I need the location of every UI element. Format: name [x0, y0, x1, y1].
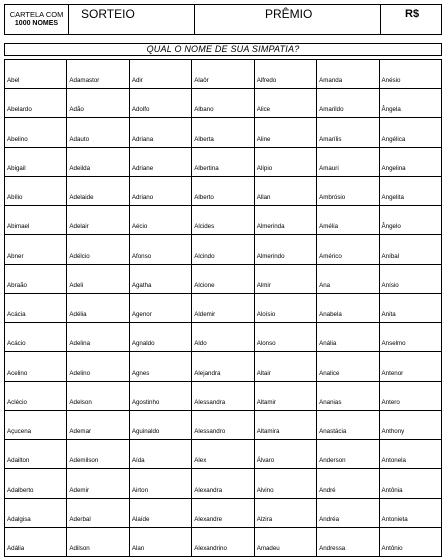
name-row: [5, 235, 442, 264]
name-cell: Ademilson: [67, 440, 129, 469]
name-cell: Alaôr: [192, 60, 254, 89]
name-cell: Agnes: [129, 352, 191, 381]
name-row: [5, 498, 442, 527]
name-cell: Angélica: [379, 118, 441, 147]
name-cell: Amarildo: [317, 89, 379, 118]
name-cell: Ana: [317, 264, 379, 293]
name-cell: Acácio: [5, 323, 67, 352]
name-cell: Alípio: [254, 147, 316, 176]
name-cell: Açucena: [5, 410, 67, 439]
name-cell: Airton: [129, 469, 191, 498]
name-cell: Ângelo: [379, 206, 441, 235]
premio-cell: [195, 5, 381, 34]
name-cell: Alvino: [254, 469, 316, 498]
name-cell: Antero: [379, 381, 441, 410]
name-row: [5, 206, 442, 235]
name-cell: Afonso: [129, 235, 191, 264]
name-cell: Acácia: [5, 293, 67, 322]
name-cell: Aldemir: [192, 293, 254, 322]
name-cell: Adriana: [129, 118, 191, 147]
name-cell: Aldo: [192, 323, 254, 352]
name-cell: Adelaide: [67, 176, 129, 205]
name-row: [5, 118, 442, 147]
name-cell: Alan: [129, 527, 191, 556]
name-cell: Amarílis: [317, 118, 379, 147]
name-cell: Altair: [254, 352, 316, 381]
name-cell: Adélcio: [67, 235, 129, 264]
name-cell: Ademir: [67, 469, 129, 498]
name-cell: Adália: [5, 527, 67, 556]
name-cell: Acelino: [5, 352, 67, 381]
name-cell: Adelina: [67, 323, 129, 352]
name-cell: Adelson: [67, 381, 129, 410]
name-row: [5, 440, 442, 469]
name-cell: Alexandre: [192, 498, 254, 527]
name-cell: Aderbal: [67, 498, 129, 527]
name-cell: Adailton: [5, 440, 67, 469]
name-cell: Alberta: [192, 118, 254, 147]
name-row: [5, 176, 442, 205]
name-cell: Abelardo: [5, 89, 67, 118]
name-cell: Albano: [192, 89, 254, 118]
name-cell: Antônia: [379, 469, 441, 498]
name-cell: Anselmo: [379, 323, 441, 352]
name-cell: Alcindo: [192, 235, 254, 264]
question-banner: QUAL O NOME DE SUA SIMPATIA?: [4, 43, 442, 56]
name-cell: Adir: [129, 60, 191, 89]
name-cell: Adolfo: [129, 89, 191, 118]
name-cell: Almerindo: [254, 235, 316, 264]
name-cell: Aécio: [129, 206, 191, 235]
name-cell: Abraão: [5, 264, 67, 293]
rs-cell: [381, 5, 441, 34]
name-cell: Adamastor: [67, 60, 129, 89]
name-cell: Adriane: [129, 147, 191, 176]
name-cell: Allan: [254, 176, 316, 205]
name-cell: Ambrósio: [317, 176, 379, 205]
name-cell: Antônio: [379, 527, 441, 556]
name-cell: Adauto: [67, 118, 129, 147]
name-cell: Almir: [254, 264, 316, 293]
name-cell: Antonieta: [379, 498, 441, 527]
name-row: [5, 323, 442, 352]
name-cell: Adilson: [67, 527, 129, 556]
name-cell: Alcione: [192, 264, 254, 293]
name-cell: Anísio: [379, 264, 441, 293]
name-cell: Alice: [254, 89, 316, 118]
name-cell: Adélia: [67, 293, 129, 322]
name-cell: Antenor: [379, 352, 441, 381]
name-cell: Alex: [192, 440, 254, 469]
name-cell: Anita: [379, 293, 441, 322]
name-row: [5, 410, 442, 439]
name-row: [5, 60, 442, 89]
name-cell: Amadeu: [254, 527, 316, 556]
name-cell: Andressa: [317, 527, 379, 556]
premio-label: PRÊMIO: [265, 7, 313, 21]
name-cell: Angelita: [379, 176, 441, 205]
name-cell: Abimael: [5, 206, 67, 235]
name-row: [5, 264, 442, 293]
name-cell: Alonso: [254, 323, 316, 352]
name-row: [5, 469, 442, 498]
sorteio-cell: [69, 5, 195, 34]
name-cell: Abel: [5, 60, 67, 89]
name-cell: Agenor: [129, 293, 191, 322]
name-cell: Adeli: [67, 264, 129, 293]
name-cell: Anabela: [317, 293, 379, 322]
cartela-line1: CARTELA COM: [9, 10, 64, 19]
name-cell: Adão: [67, 89, 129, 118]
name-row: [5, 89, 442, 118]
header-row: [4, 4, 442, 35]
name-cell: Amanda: [317, 60, 379, 89]
name-row: [5, 147, 442, 176]
name-cell: Alessandra: [192, 381, 254, 410]
name-cell: Aclécio: [5, 381, 67, 410]
name-cell: Abigail: [5, 147, 67, 176]
sorteio-label: SORTEIO: [81, 7, 135, 21]
name-cell: Adriano: [129, 176, 191, 205]
name-cell: Américo: [317, 235, 379, 264]
name-row: [5, 381, 442, 410]
name-cell: Anderson: [317, 440, 379, 469]
name-cell: Anália: [317, 323, 379, 352]
name-cell: Alessandro: [192, 410, 254, 439]
name-cell: Analice: [317, 352, 379, 381]
name-cell: Altamira: [254, 410, 316, 439]
name-cell: Alberto: [192, 176, 254, 205]
name-cell: Alaíde: [129, 498, 191, 527]
name-cell: Alzira: [254, 498, 316, 527]
name-cell: Ângela: [379, 89, 441, 118]
name-cell: Alcides: [192, 206, 254, 235]
name-cell: Agostinho: [129, 381, 191, 410]
name-cell: Abelino: [5, 118, 67, 147]
name-cell: Amélia: [317, 206, 379, 235]
cartela-cell: [5, 5, 69, 34]
name-cell: Alejandra: [192, 352, 254, 381]
name-cell: Anésio: [379, 60, 441, 89]
name-cell: Alfredo: [254, 60, 316, 89]
rs-label: R$: [405, 8, 420, 20]
name-row: [5, 527, 442, 556]
name-cell: Adelino: [67, 352, 129, 381]
name-row: [5, 352, 442, 381]
name-cell: Amauri: [317, 147, 379, 176]
name-cell: Ananias: [317, 381, 379, 410]
name-cell: Agnaldo: [129, 323, 191, 352]
name-cell: Aguinaldo: [129, 410, 191, 439]
name-cell: Antonela: [379, 440, 441, 469]
name-cell: Abílio: [5, 176, 67, 205]
name-cell: Aída: [129, 440, 191, 469]
names-grid: [4, 59, 442, 557]
name-cell: Aloísio: [254, 293, 316, 322]
name-cell: Aline: [254, 118, 316, 147]
name-cell: Anastácia: [317, 410, 379, 439]
name-cell: Anthony: [379, 410, 441, 439]
name-cell: Almerinda: [254, 206, 316, 235]
name-cell: Agatha: [129, 264, 191, 293]
name-cell: Altamir: [254, 381, 316, 410]
name-cell: Adalgisa: [5, 498, 67, 527]
name-cell: Aníbal: [379, 235, 441, 264]
name-cell: André: [317, 469, 379, 498]
name-cell: Abner: [5, 235, 67, 264]
name-row: [5, 293, 442, 322]
name-cell: Adalberto: [5, 469, 67, 498]
name-cell: Andréa: [317, 498, 379, 527]
name-cell: Angelina: [379, 147, 441, 176]
name-cell: Álvaro: [254, 440, 316, 469]
names-grid-body: [5, 60, 442, 557]
name-cell: Adelair: [67, 206, 129, 235]
name-cell: Alexandrino: [192, 527, 254, 556]
name-cell: Adeilda: [67, 147, 129, 176]
cartela-line2: 1000 NOMES: [14, 20, 59, 27]
name-cell: Ademar: [67, 410, 129, 439]
name-cell: Albertina: [192, 147, 254, 176]
name-cell: Alexandra: [192, 469, 254, 498]
